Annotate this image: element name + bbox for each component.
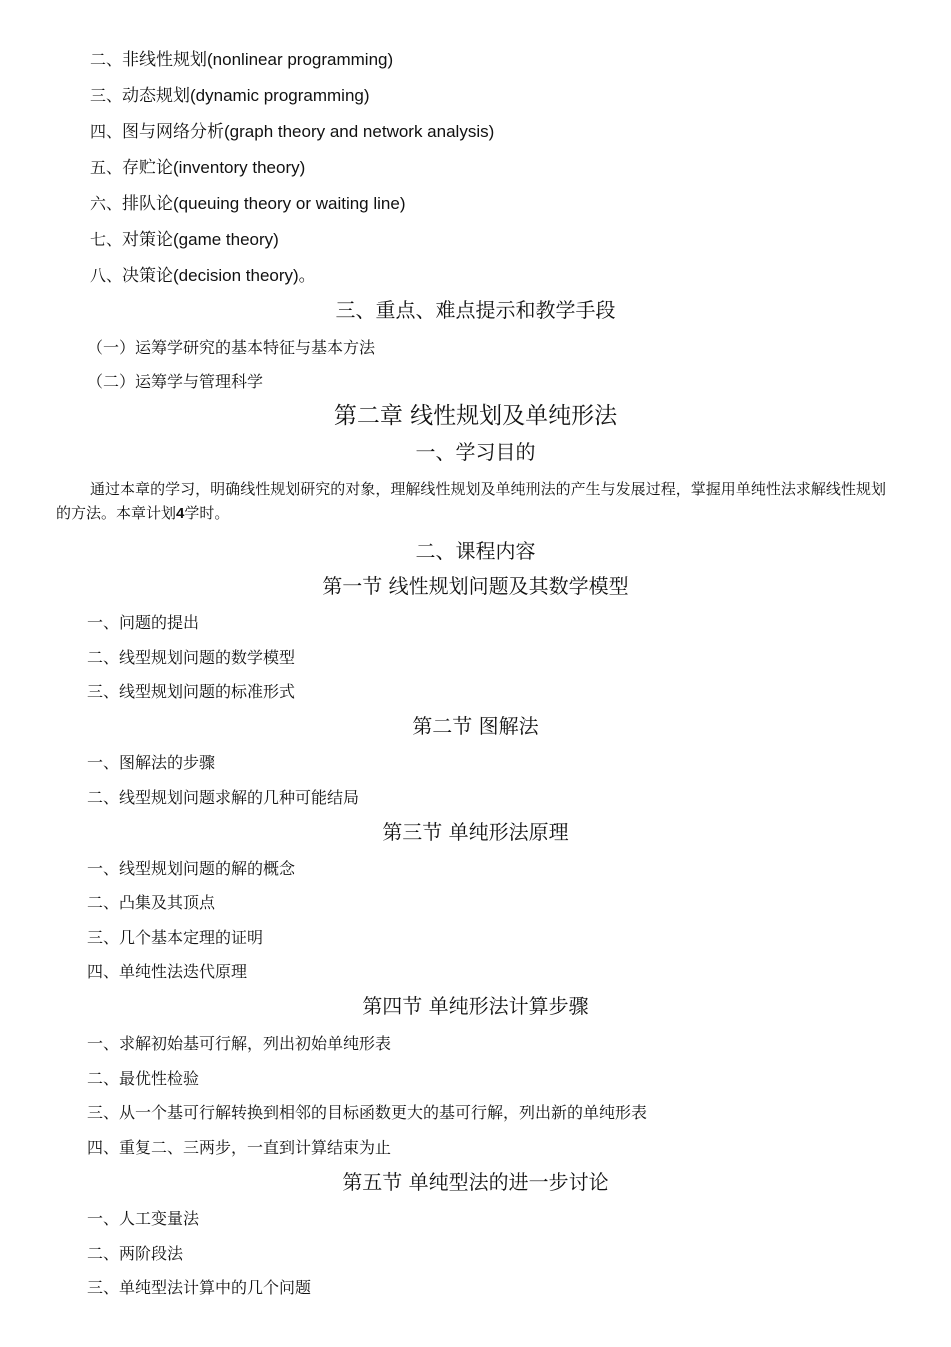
list-item-prefix: 五、 [90,158,123,177]
chapter-title: 第二章 线性规划及单纯形法 [333,403,618,429]
goal-hours: 4 [176,505,185,522]
list-item: 三、线型规划问题的标准形式 [87,682,296,701]
list-item: （一）运筹学研究的基本特征与基本方法 [87,338,376,357]
list-item: 二、最优性检验 [87,1069,200,1088]
goal-paragraph [56,477,886,526]
list-item-prefix: 六、 [90,194,123,213]
list-item: 二、线型规划问题的数学模型 [87,648,296,667]
list-item-prefix: 七、 [90,230,123,249]
list-item-prefix: 八、 [90,266,123,285]
list-item: （二）运筹学与管理科学 [87,372,264,391]
section-heading: 三、重点、难点提示和教学手段 [335,298,616,322]
list-item-prefix: 四、 [90,122,123,141]
list-item: 三、几个基本定理的证明 [87,928,264,947]
list-item: 一、图解法的步骤 [87,753,216,772]
subsection-title: 第一节 线性规划问题及其数学模型 [322,574,629,598]
list-item-text: 对策论(game theory) [122,230,279,249]
subsection-title: 第三节 单纯形法原理 [382,820,569,844]
list-item-text: 决策论(decision theory)。 [122,266,316,285]
list-item: 三、单纯型法计算中的几个问题 [87,1278,312,1297]
list-item: 二、线型规划问题求解的几种可能结局 [87,788,360,807]
list-item-prefix: 二、 [90,50,123,69]
list-item [90,85,370,107]
list-item [90,193,405,215]
subsection-title: 第四节 单纯形法计算步骤 [362,994,589,1018]
list-item [90,157,305,179]
list-item-text: 动态规划(dynamic programming) [122,86,370,105]
subsection-title: 第二节 图解法 [412,714,539,738]
list-item: 一、线型规划问题的解的概念 [87,859,296,878]
list-item: 三、从一个基可行解转换到相邻的目标函数更大的基可行解，列出新的单纯形表 [87,1103,648,1122]
subsection-title: 第五节 单纯型法的进一步讨论 [342,1170,609,1194]
list-item-text: 非线性规划(nonlinear programming) [122,50,394,69]
list-item: 二、凸集及其顶点 [87,893,216,912]
goal-text-end: 学时。 [184,504,230,522]
section-heading: 一、学习目的 [415,440,536,464]
list-item [90,229,279,251]
section-heading: 二、课程内容 [415,539,536,563]
list-item: 一、人工变量法 [87,1209,200,1228]
list-item-text: 排队论(queuing theory or waiting line) [122,194,406,213]
list-item [90,121,494,143]
list-item: 一、求解初始基可行解，列出初始单纯形表 [87,1034,392,1053]
list-item: 四、重复二、三两步，一直到计算结束为止 [87,1138,392,1157]
list-item-text: 存贮论(inventory theory) [122,158,306,177]
list-item: 四、单纯性法迭代原理 [87,962,248,981]
list-item-text: 图与网络分析(graph theory and network analysis) [122,122,495,141]
list-item [90,265,316,287]
list-item: 二、两阶段法 [87,1244,184,1263]
list-item-prefix: 三、 [90,86,123,105]
list-item: 一、问题的提出 [87,613,200,632]
goal-text: 通过本章的学习，明确线性规划研究的对象，理解线性规划及单纯刑法的产生与发展过程，掌握用单纯性法求解线性规划的方法。本章计划 [56,480,886,522]
list-item [90,49,393,71]
